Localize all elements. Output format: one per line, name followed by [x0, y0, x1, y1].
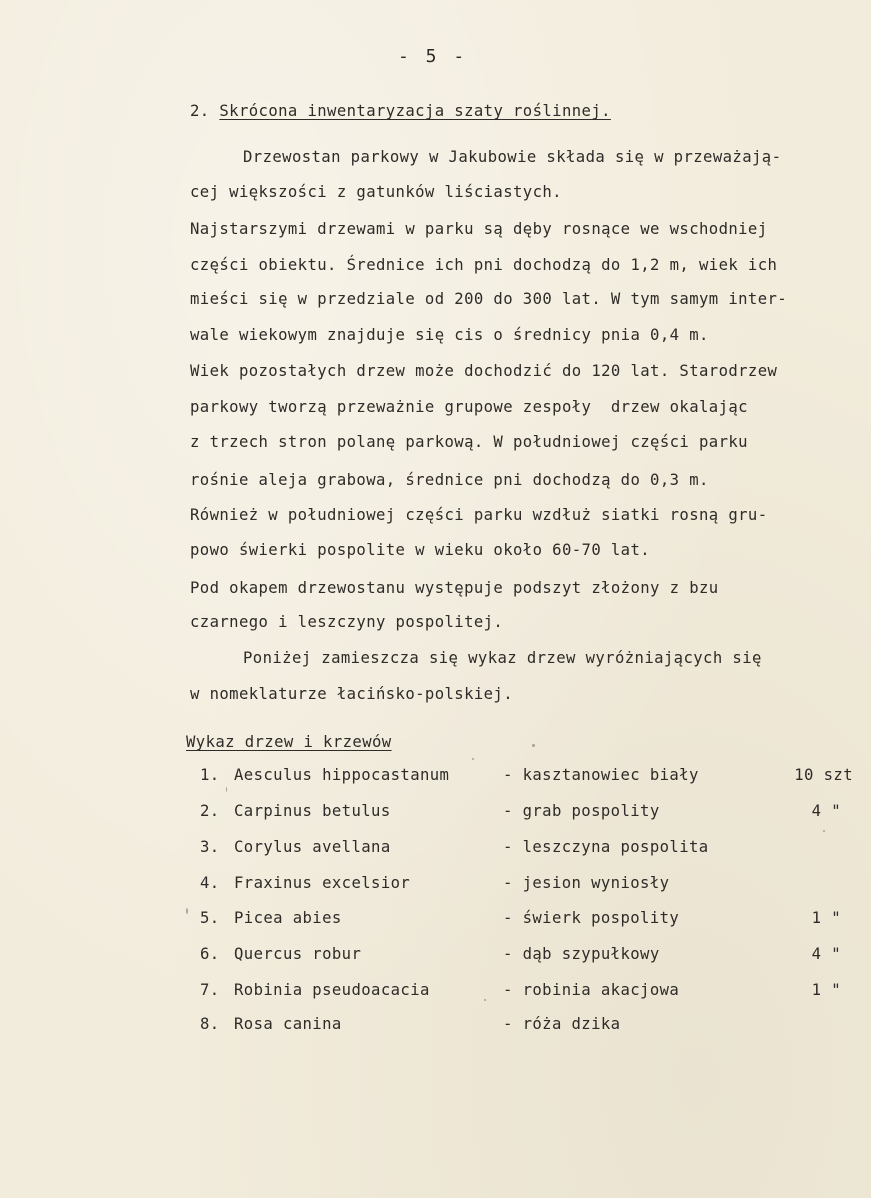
paragraph-line: mieści się w przedziale od 200 do 300 lat. W tym samym inter-: [190, 290, 788, 308]
polish-name: - dąb szypułkowy: [503, 945, 660, 963]
latin-name: Fraxinus excelsior: [234, 874, 411, 892]
item-number: 3.: [200, 838, 220, 856]
item-number: 8.: [200, 1015, 220, 1033]
paragraph-line: z trzech stron polanę parkową. W południowej części parku: [190, 433, 748, 451]
polish-name: - róża dzika: [503, 1015, 621, 1033]
latin-name: Corylus avellana: [234, 838, 391, 856]
paragraph-line: powo świerki pospolite w wieku około 60-70 lat.: [190, 541, 651, 559]
latin-name: Rosa canina: [234, 1015, 342, 1033]
item-number: 2.: [200, 802, 220, 820]
paragraph-line: rośnie aleja grabowa, średnice pni dochodzą do 0,3 m.: [190, 471, 709, 489]
paragraph-line: Najstarszymi drzewami w parku są dęby rosnące we wschodniej: [190, 220, 768, 238]
section-heading: [190, 104, 611, 120]
quantity: 1 ": [811, 909, 841, 927]
polish-name: - jesion wyniosły: [503, 874, 670, 892]
latin-name: Robinia pseudoacacia: [234, 981, 430, 999]
item-number: 5.: [200, 909, 220, 927]
item-number: 6.: [200, 945, 220, 963]
paragraph-line: Wiek pozostałych drzew może dochodzić do 120 lat. Starodrzew: [190, 362, 778, 380]
polish-name: - grab pospolity: [503, 802, 660, 820]
paragraph-line: w nomeklaturze łacińsko-polskiej.: [190, 685, 514, 703]
latin-name: Carpinus betulus: [234, 802, 391, 820]
section-number: 2.: [190, 102, 210, 120]
polish-name: - kasztanowiec biały: [503, 766, 699, 784]
quantity: 4 ": [811, 802, 841, 820]
item-number: 1.: [200, 766, 220, 784]
quantity: 4 ": [811, 945, 841, 963]
latin-name: Picea abies: [234, 909, 342, 927]
polish-name: - robinia akacjowa: [503, 981, 680, 999]
paragraph-line: Drzewostan parkowy w Jakubowie składa się w przeważają-: [243, 148, 782, 166]
paper-speck: [186, 908, 188, 914]
paper-speck: [484, 999, 486, 1001]
paragraph-line: parkowy tworzą przeważnie grupowe zespoły drzew okalając: [190, 398, 748, 416]
paragraph-line: wale wiekowym znajduje się cis o średnicy pnia 0,4 m.: [190, 326, 709, 344]
quantity: 10 szt: [794, 766, 853, 784]
paper-speck: [226, 787, 227, 792]
list-heading: Wykaz drzew i krzewów: [186, 733, 392, 751]
polish-name: - leszczyna pospolita: [503, 838, 709, 856]
paragraph-line: Również w południowej części parku wzdłuż siatki rosną gru-: [190, 506, 768, 524]
paper-speck: [472, 758, 474, 760]
section-title: Skrócona inwentaryzacja szaty roślinnej.: [219, 102, 611, 120]
polish-name: - świerk pospolity: [503, 909, 680, 927]
paper-speck: [823, 830, 825, 832]
paper-speck: [532, 744, 535, 747]
paragraph-line: części obiektu. Średnice ich pni dochodzą do 1,2 m, wiek ich: [190, 256, 778, 274]
item-number: 7.: [200, 981, 220, 999]
paragraph-line: Pod okapem drzewostanu występuje podszyt złożony z bzu: [190, 579, 719, 597]
latin-name: Quercus robur: [234, 945, 362, 963]
paragraph-line: Poniżej zamieszcza się wykaz drzew wyróżniających się: [243, 649, 762, 667]
page-number: - 5 -: [398, 46, 468, 67]
latin-name: Aesculus hippocastanum: [234, 766, 450, 784]
item-number: 4.: [200, 874, 220, 892]
paragraph-line: cej większości z gatunków liściastych.: [190, 183, 562, 201]
paragraph-line: czarnego i leszczyny pospolitej.: [190, 613, 504, 631]
quantity: 1 ": [811, 981, 841, 999]
